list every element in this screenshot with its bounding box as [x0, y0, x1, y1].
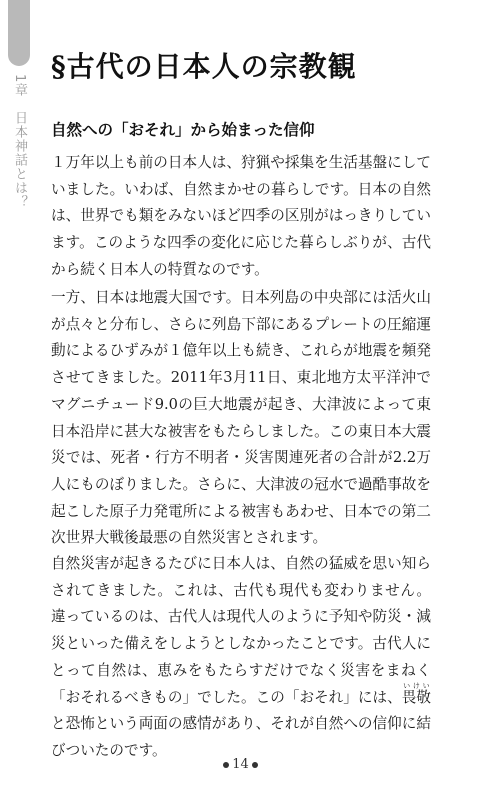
body-paragraph-3: [51, 551, 431, 765]
section-subheading: 自然への「おそれ」から始まった信仰: [51, 121, 315, 139]
paragraph-3-text-before: 自然災害が起きるたびに日本人は、自然の猛威を思い知らされてきました。これは、古代も現代も変わりません。違っているのは、古代人は現代人のように予知や防災・減災といった備えをしようとしなかったことです。古代人にとって自然は、恵みをもたらすだけでなく災害をまねく「おそれるべきもの」でした。この「おそれ」には、: [51, 555, 431, 706]
body-paragraph-1: １万年以上も前の日本人は、狩猟や採集を生活基盤にしていました。いわば、自然まかせの暮らしです。日本の自然は、世界でも類をみないほど四季の区別がはっきりしています。このような四季の変化に応じた暮らしぶりが、古代から続く日本人の特質なのです。: [51, 154, 431, 278]
chapter-tab-bar: [8, 0, 30, 66]
ruby-reading: いけい: [401, 681, 431, 690]
ruby-base: 畏敬: [401, 688, 431, 706]
footer-dot-right: [252, 762, 258, 768]
ruby-word: [401, 681, 431, 706]
chapter-label: 1章 日本神話とは？: [12, 74, 27, 210]
page-footer: [0, 757, 481, 772]
page-number: 14: [232, 757, 249, 772]
body-paragraph-2: 一方、日本は地震大国です。日本列島の中央部には活火山が点々と分布し、さらに列島下部にあるプレートの圧縮運動によるひずみが１億年以上も続き、これらが地震を頻発させてきました。2011年3月11日、東北地方太平洋沖でマグニチュード9.0の巨大地震が起き、大津波によって東日本沿岸に甚大な被害をもたらしました。この東日本大震災では、死者・行方不明者・災害関連死者の合計が2.2万人にものぼりました。さらに、大津波の冠水で過酷事故を起こした原子力発電所による被害もあわせ、日本での第二次世界大戦後最悪の自然災害とされます。: [51, 289, 431, 547]
paragraph-3-text-after: と恐怖という両面の感情があり、それが自然への信仰に結びついたのです。: [51, 715, 431, 759]
section-title: §古代の日本人の宗教観: [51, 50, 357, 83]
footer-dot-left: [223, 762, 229, 768]
